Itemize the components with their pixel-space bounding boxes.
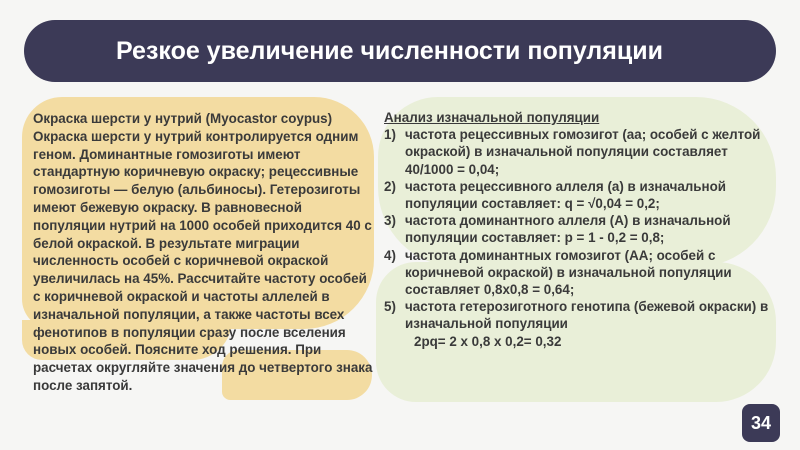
analysis-item-text: частота рецессивного аллеля (а) в изначальной популяции составляет: q = √0,04 = 0,2;: [405, 178, 727, 212]
problem-statement: Окраска шерсти у нутрий (Myocastor coypus) Окраска шерсти у нутрий контролируется одним геном. Доминантные гомозиготы имеют стандартную коричневую окраску; рецессивные гомозиготы — белую (альбиносы). Гетерозиготы имеют бежевую окраску. В равновесной популяции нутрий на 1000 особей приходится 40 с белой окраской. В результате миграции численность особей с коричневой окраской увеличилась на 45%. Рассчитайте частоту особей с коричневой окраской и частоты аллелей в изначальной популяции, а также частоты всех фенотипов в популяции сразу после вселения новых особей. Поясните ход решения. При расчетах округляйте значения до четвертого знака после запятой.: [33, 111, 373, 393]
final-formula: 2pq= 2 х 0,8 х 0,2= 0,32: [414, 333, 562, 349]
analysis-item-number: 1): [384, 127, 396, 143]
analysis-heading: Анализ изначальной популяции: [384, 110, 600, 125]
analysis-list: [384, 126, 769, 332]
analysis-item-number: 5): [384, 299, 396, 315]
analysis-item-number: 2): [384, 178, 396, 194]
page-number-badge: 34: [742, 404, 780, 442]
analysis-item-text: частота доминантных гомозигот (АА; особей с коричневой окраской) в изначальной популяции составляет 0,8х0,8 = 0,64;: [405, 247, 732, 298]
analysis-item-text: частота гетерозиготного генотипа (бежевой окраски) в изначальной популяции: [405, 299, 769, 332]
analysis-item-number: 3): [384, 213, 396, 229]
analysis-item: [384, 247, 769, 299]
title-bar: [24, 20, 776, 82]
analysis-item: [384, 212, 769, 246]
analysis-item-text: частота доминантного аллеля (А) в изначальной популяции составляет: p = 1 - 0,2 = 0,8;: [405, 213, 731, 246]
slide-title: Резкое увеличение численности популяции: [116, 37, 663, 65]
analysis-item: [384, 178, 769, 212]
analysis-item-text: частота рецессивных гомозигот (аа; особей с желтой окраской) в изначальной популяции составляет 40/1000 = 0,04;: [405, 127, 761, 177]
analysis-item: [384, 298, 769, 332]
analysis-item-number: 4): [384, 247, 396, 263]
analysis-item: [384, 126, 769, 178]
analysis-section: [384, 109, 769, 350]
